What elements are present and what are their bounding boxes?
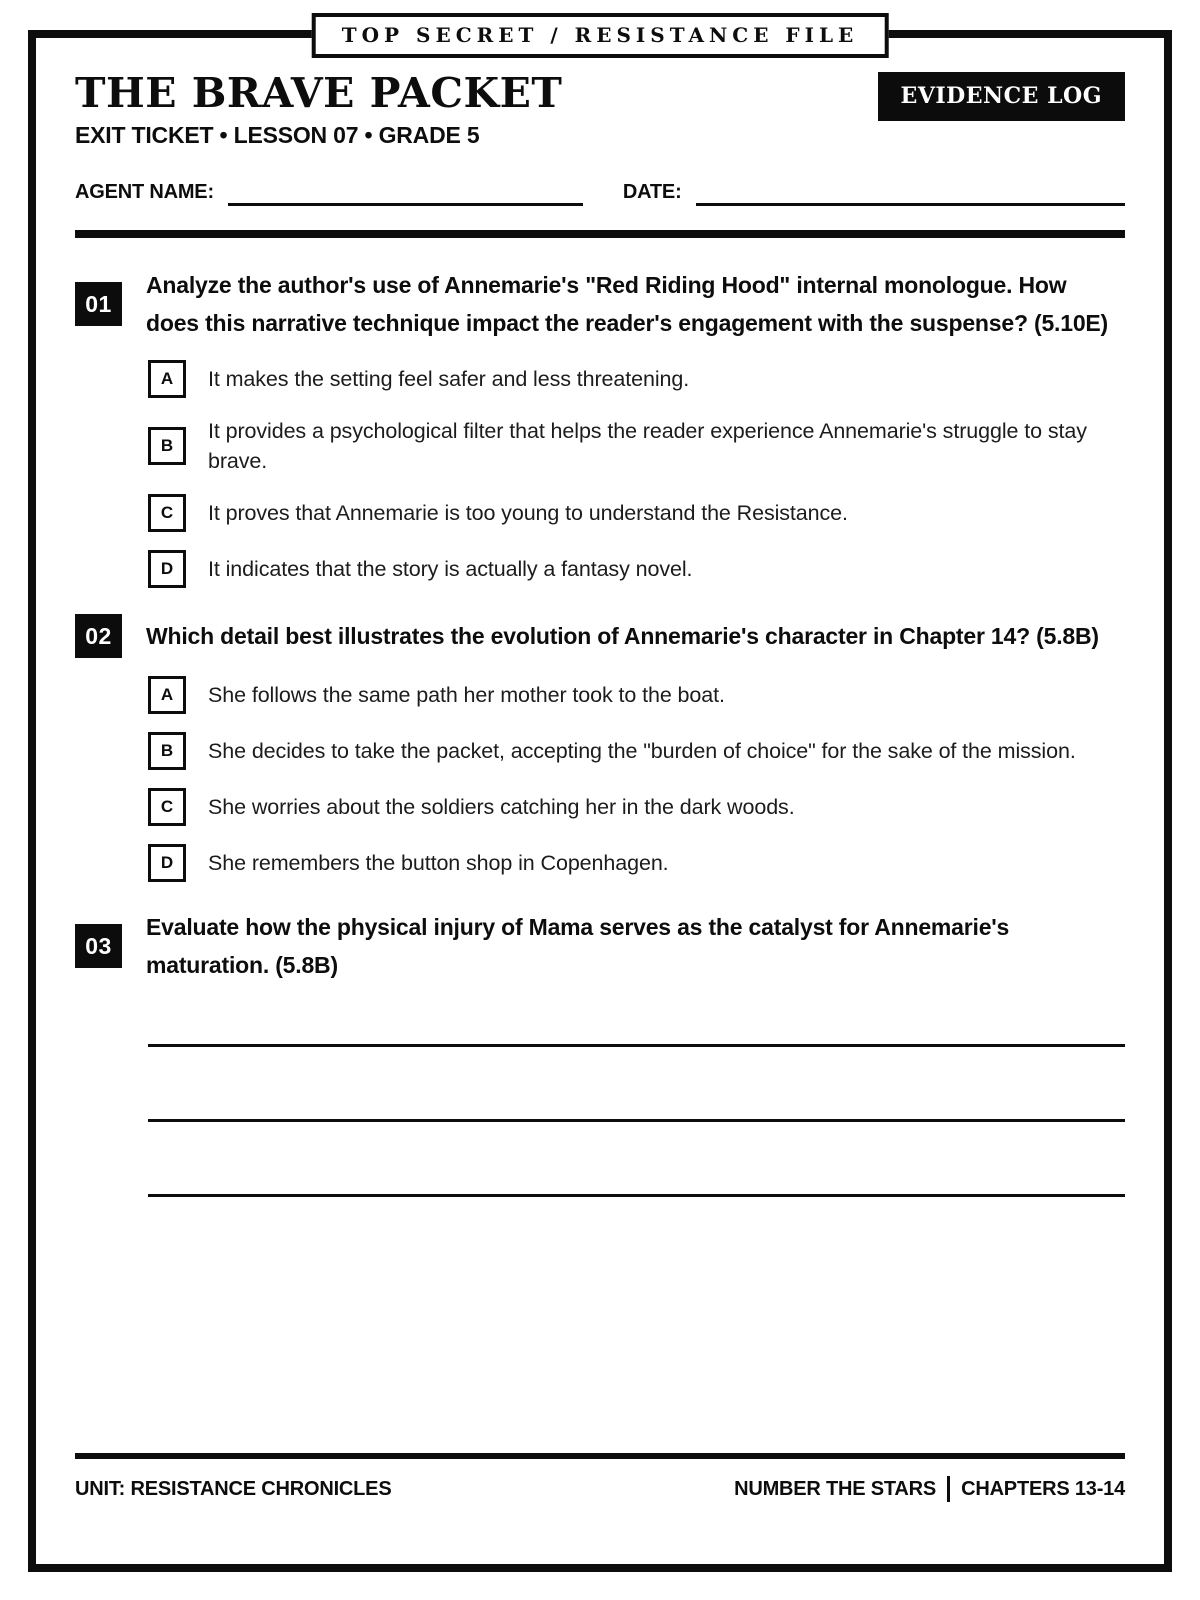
footer-book-title: NUMBER THE STARS bbox=[734, 1477, 937, 1500]
option-row-1a[interactable] bbox=[148, 360, 1125, 398]
option-checkbox-2d[interactable]: D bbox=[148, 844, 186, 882]
option-row-2c[interactable] bbox=[148, 788, 1125, 826]
question-2-options bbox=[148, 676, 1125, 882]
option-text-1c: It proves that Annemarie is too young to understand the Resistance. bbox=[208, 501, 848, 525]
option-checkbox-2b[interactable]: B bbox=[148, 732, 186, 770]
question-2 bbox=[75, 614, 1125, 882]
footer-divider bbox=[75, 1453, 1125, 1459]
option-text-2a: She follows the same path her mother took to the boat. bbox=[208, 683, 725, 707]
answer-line-2[interactable] bbox=[148, 1119, 1125, 1122]
footer-chapters: CHAPTERS 13-14 bbox=[961, 1477, 1125, 1500]
question-2-text: Which detail best illustrates the evolution of Annemarie's character in Chapter 14? (5.8B) bbox=[146, 623, 1099, 649]
option-text-1d: It indicates that the story is actually a fantasy novel. bbox=[208, 557, 693, 581]
option-text-2c: She worries about the soldiers catching her in the dark woods. bbox=[208, 795, 795, 819]
footer bbox=[75, 1453, 1125, 1502]
question-1 bbox=[75, 266, 1125, 588]
option-row-1d[interactable] bbox=[148, 550, 1125, 588]
question-3-answer-area bbox=[148, 1044, 1125, 1197]
option-row-1b[interactable] bbox=[148, 416, 1125, 476]
option-row-2a[interactable] bbox=[148, 676, 1125, 714]
option-checkbox-1a[interactable]: A bbox=[148, 360, 186, 398]
option-text-1b: It provides a psychological filter that helps the reader experience Annemarie's struggle to stay brave. bbox=[208, 419, 1087, 473]
question-1-number-badge: 01 bbox=[75, 282, 122, 326]
option-checkbox-2a[interactable]: A bbox=[148, 676, 186, 714]
evidence-log-badge: EVIDENCE LOG bbox=[878, 72, 1125, 121]
date-label: DATE: bbox=[622, 181, 682, 203]
agent-name-field[interactable] bbox=[228, 182, 583, 206]
question-2-header bbox=[75, 614, 1125, 658]
header-divider bbox=[75, 230, 1125, 238]
question-2-number-badge: 02 bbox=[75, 614, 122, 658]
option-row-2b[interactable] bbox=[148, 732, 1125, 770]
question-1-options bbox=[148, 360, 1125, 588]
option-checkbox-1b[interactable]: B bbox=[148, 427, 186, 465]
question-3-text: Evaluate how the physical injury of Mama serves as the catalyst for Annemarie's maturation. (5.8B) bbox=[146, 914, 1010, 978]
date-field[interactable] bbox=[696, 182, 1125, 206]
question-1-text: Analyze the author's use of Annemarie's "Red Riding Hood" internal monologue. How does this narrative technique impact the reader's engagement with the suspense? (5.10E) bbox=[146, 272, 1109, 336]
top-secret-banner: TOP SECRET / RESISTANCE FILE bbox=[312, 13, 889, 58]
answer-line-1[interactable] bbox=[148, 1044, 1125, 1047]
footer-book-info bbox=[734, 1476, 1125, 1502]
question-3-number-badge: 03 bbox=[75, 924, 122, 968]
option-text-2d: She remembers the button shop in Copenhagen. bbox=[208, 851, 669, 875]
page-title: THE BRAVE PACKET bbox=[75, 69, 563, 117]
question-1-header bbox=[75, 266, 1125, 342]
subtitle: EXIT TICKET • LESSON 07 • GRADE 5 bbox=[75, 122, 480, 148]
option-row-1c[interactable] bbox=[148, 494, 1125, 532]
option-row-2d[interactable] bbox=[148, 844, 1125, 882]
header bbox=[75, 70, 1125, 116]
option-checkbox-1d[interactable]: D bbox=[148, 550, 186, 588]
option-text-2b: She decides to take the packet, accepting the "burden of choice" for the sake of the mission. bbox=[208, 739, 1076, 763]
question-3 bbox=[75, 908, 1125, 1197]
option-checkbox-2c[interactable]: C bbox=[148, 788, 186, 826]
question-3-header bbox=[75, 908, 1125, 984]
agent-name-label: AGENT NAME: bbox=[75, 181, 214, 203]
answer-line-3[interactable] bbox=[148, 1194, 1125, 1197]
footer-unit-label: UNIT: RESISTANCE CHRONICLES bbox=[75, 1477, 392, 1500]
option-text-1a: It makes the setting feel safer and less threatening. bbox=[208, 367, 690, 391]
identity-row bbox=[75, 181, 1125, 206]
option-checkbox-1c[interactable]: C bbox=[148, 494, 186, 532]
footer-separator-bar bbox=[947, 1476, 950, 1502]
worksheet-content bbox=[75, 0, 1125, 1197]
